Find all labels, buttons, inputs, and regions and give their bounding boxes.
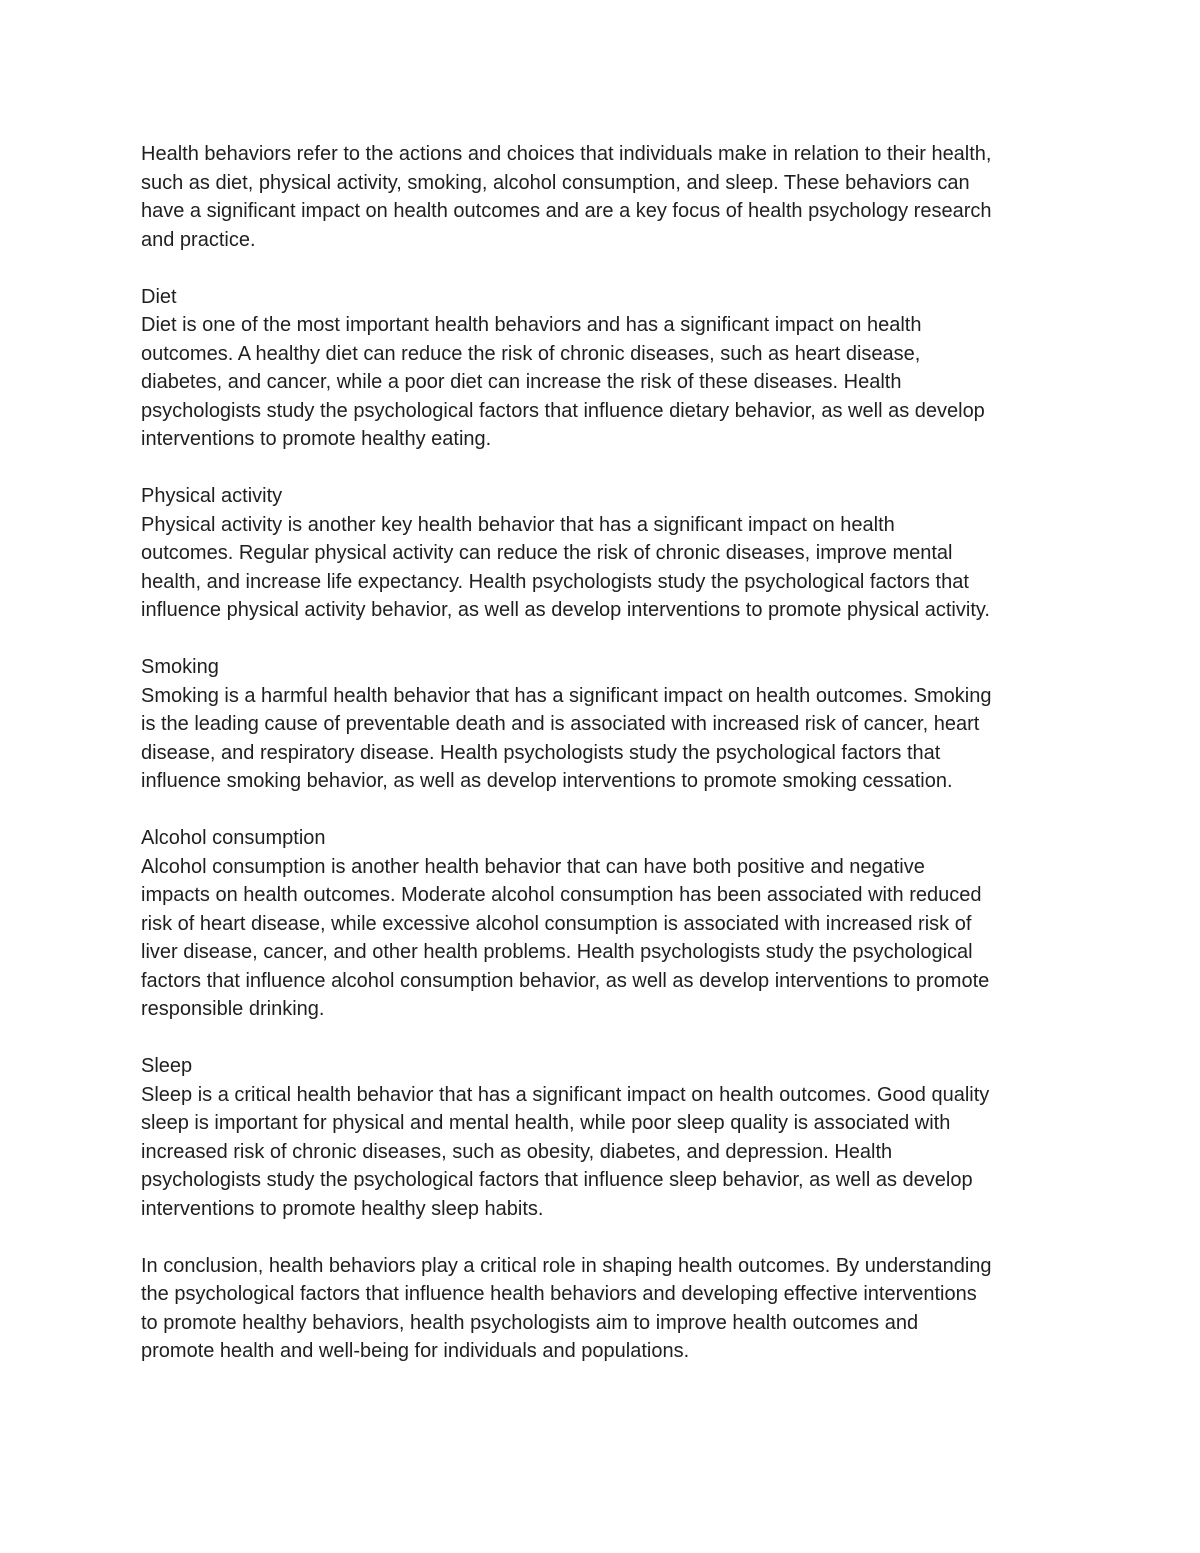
section-heading: Diet xyxy=(141,285,177,308)
section-sleep xyxy=(141,1052,1071,1223)
section-smoking xyxy=(141,653,1071,796)
section-paragraph: Sleep is a critical health behavior that has a significant impact on health outcomes. Good quality sleep is important for physical and mental health, while poor sleep quality is associated with increased risk of chronic diseases, such as obesity, diabetes, and depression. Health psychologists study the psychological factors that influence sleep behavior, as well as develop interventions to promote healthy sleep habits. xyxy=(141,1083,990,1220)
section-heading: Physical activity xyxy=(141,485,283,507)
section-heading: Sleep xyxy=(141,1055,193,1077)
conclusion-paragraph: In conclusion, health behaviors play a critical role in shaping health outcomes. By understanding the psychological factors that influence health behaviors and developing effective interventions to promote healthy behaviors, health psychologists aim to improve health outcomes and promote health and well-being for individuals and populations. xyxy=(141,1254,992,1362)
section-paragraph: Diet is one of the most important health behaviors and has a significant impact on health outcomes. A healthy diet can reduce the risk of chronic diseases, such as heart disease, diabetes, and cancer, while a poor diet can increase the risk of these diseases. Health psychologists study the psychological factors that influence dietary behavior, as well as develop interventions to promote healthy eating. xyxy=(141,314,985,450)
section-heading: Smoking xyxy=(141,656,219,678)
section-alcohol-consumption xyxy=(141,824,1071,1024)
section-paragraph: Smoking is a harmful health behavior that has a significant impact on health outcomes. Smoking is the leading cause of preventable death and is associated with increased risk of cancer, heart disease, and respiratory disease. Health psychologists study the psychological factors that influence smoking behavior, as well as develop interventions to promote smoking cessation. xyxy=(141,684,992,792)
section-physical-activity xyxy=(141,482,1071,625)
section-heading: Alcohol consumption xyxy=(141,827,326,849)
document-body xyxy=(141,140,1071,1366)
intro-paragraph: Health behaviors refer to the actions and choices that individuals make in relation to their health, such as diet, physical activity, smoking, alcohol consumption, and sleep. These behaviors can have a significant impact on health outcomes and are a key focus of health psychology research and practice. xyxy=(141,143,992,251)
section-paragraph: Alcohol consumption is another health behavior that can have both positive and negative impacts on health outcomes. Moderate alcohol consumption has been associated with reduced risk of heart disease, while excessive alcohol consumption is associated with increased risk of liver disease, cancer, and other health problems. Health psychologists study the psychological factors that influence alcohol consumption behavior, as well as develop interventions to promote responsible drinking. xyxy=(141,855,990,1020)
section-paragraph: Physical activity is another key health behavior that has a significant impact on health outcomes. Regular physical activity can reduce the risk of chronic diseases, improve mental health, and increase life expectancy. Health psychologists study the psychological factors that influence physical activity behavior, as well as develop interventions to promote physical activity. xyxy=(141,513,990,621)
section-diet xyxy=(141,283,1071,454)
